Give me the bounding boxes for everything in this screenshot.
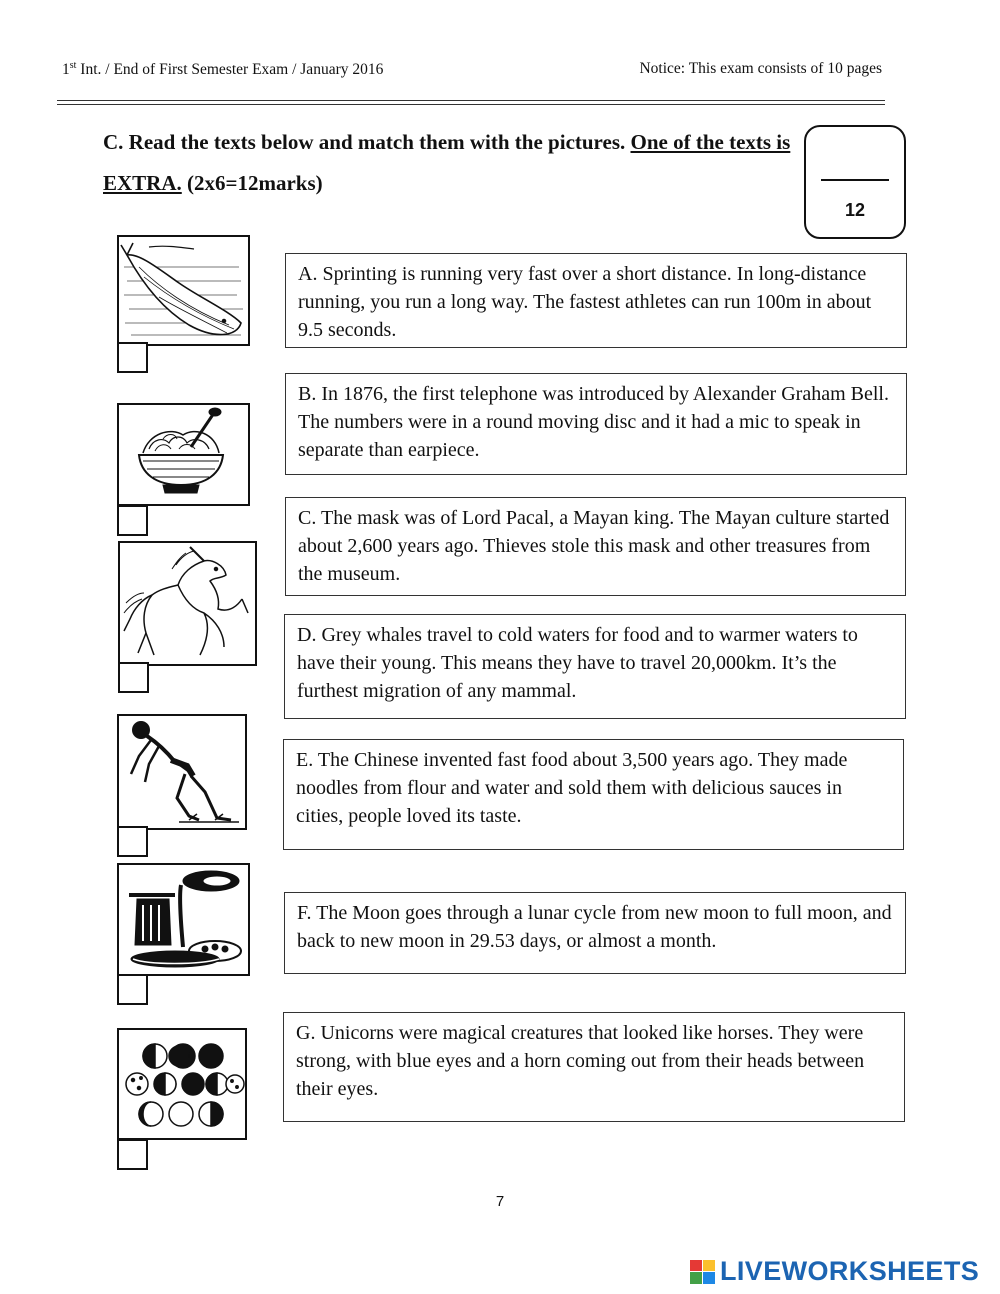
picture-sprinter: [117, 714, 247, 830]
score-total: 12: [844, 200, 866, 220]
whale-icon: [119, 237, 248, 344]
text-option-e: E. The Chinese invented fast food about 3,500 years ago. They made noodles from flour and water and sold them with delicious sauces in cities, people loved its taste.: [283, 739, 904, 850]
answer-box-2[interactable]: [117, 505, 148, 536]
old-telephone-icon: [119, 865, 248, 974]
page-number: 7: [495, 1193, 505, 1210]
text-option-c: C. The mask was of Lord Pacal, a Mayan king. The Mayan culture started about 2,600 years ago. Thieves stole this mask and other treasures from the museum.: [285, 497, 906, 596]
score-blank-line: [821, 179, 889, 181]
question-instruction: C. Read the texts below and match them with the pictures. One of the texts is EXTRA. (2x6=12marks): [103, 130, 791, 195]
picture-telephone: [117, 863, 250, 976]
moon-phases-icon: [119, 1030, 245, 1138]
unicorn-icon: [120, 543, 255, 664]
text-option-d: D. Grey whales travel to cold waters for food and to warmer waters to have their young. This means they have to travel 20,000km. It’s the furthest migration of any mammal.: [284, 614, 906, 719]
exam-header-left: 1st Int. / End of First Semester Exam / January 2016: [62, 60, 384, 79]
answer-box-5[interactable]: [117, 974, 148, 1005]
noodle-bowl-icon: [119, 405, 248, 504]
score-box: [804, 125, 906, 239]
answer-box-3[interactable]: [118, 662, 149, 693]
picture-unicorn: [118, 541, 257, 666]
picture-moon-phases: [117, 1028, 247, 1140]
text-option-g: G. Unicorns were magical creatures that looked like horses. They were strong, with blue eyes and a horn coming out from their heads between their eyes.: [283, 1012, 905, 1122]
text-option-b: B. In 1876, the first telephone was introduced by Alexander Graham Bell. The numbers were in a round moving disc and it had a mic to speak in separate than earpiece.: [285, 373, 907, 475]
text-option-a: A. Sprinting is running very fast over a short distance. In long-distance running, you run a long way. The fastest athletes can run 100m in about 9.5 seconds.: [285, 253, 907, 348]
picture-noodles: [117, 403, 250, 506]
answer-box-1[interactable]: [117, 342, 148, 373]
answer-box-6[interactable]: [117, 1139, 148, 1170]
picture-whale: [117, 235, 250, 346]
liveworksheets-brand[interactable]: [690, 1256, 979, 1287]
exam-header-notice: Notice: This exam consists of 10 pages: [639, 60, 882, 77]
header-divider: [57, 100, 885, 101]
answer-box-4[interactable]: [117, 826, 148, 857]
liveworksheets-wordmark: LIVEWORKSHEETS: [720, 1256, 980, 1286]
text-option-f: F. The Moon goes through a lunar cycle from new moon to full moon, and back to new moon in 29.53 days, or almost a month.: [284, 892, 906, 974]
liveworksheets-logo-icon: [690, 1260, 716, 1284]
sprinter-icon: [119, 716, 245, 828]
header-divider: [57, 104, 885, 105]
